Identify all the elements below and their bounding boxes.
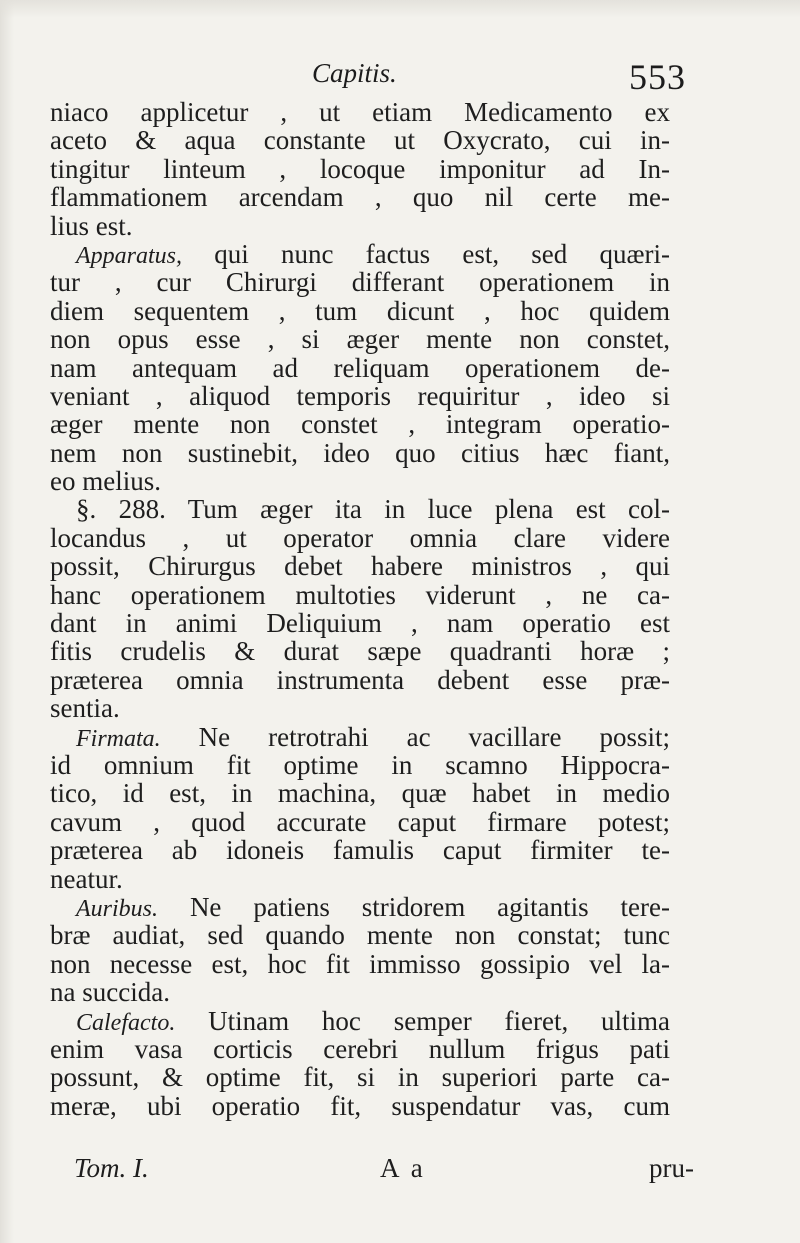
text-line: hanc operationem multoties viderunt , ne ca- xyxy=(50,579,670,610)
text-run: qui nunc factus est, sed quæri- xyxy=(214,238,670,269)
text-line: na succida. xyxy=(50,977,170,1008)
text-line: lius est. xyxy=(50,210,133,241)
text-line: præterea omnia instrumenta debent esse præ- xyxy=(50,664,670,695)
text-line: aceto & aqua constante ut Oxycrato, cui in- xyxy=(50,125,670,156)
text-line: sentia. xyxy=(50,693,120,724)
paragraph-auribus xyxy=(50,893,670,1007)
text-line: possit, Chirurgus debet habere ministros , qui xyxy=(50,551,670,582)
text-run: Ne patiens stridorem agitantis tere- xyxy=(189,891,670,922)
text-line: tingitur linteum , locoque imponitur ad In- xyxy=(50,153,670,184)
text-line: fitis crudelis & durat sæpe quadranti horæ ; xyxy=(50,636,670,667)
text-line xyxy=(50,1007,670,1035)
text-line: enim vasa corticis cerebri nullum frigus pati xyxy=(50,1033,670,1064)
text-line: veniant , aliquod temporis requiritur , ideo si xyxy=(50,380,670,411)
text-line xyxy=(50,893,670,921)
text-line xyxy=(50,723,670,751)
paragraph-firmata xyxy=(50,723,670,893)
text-line: dant in animi Deliquium , nam operatio est xyxy=(50,608,670,639)
text-line: eo melius. xyxy=(50,466,161,497)
page-footer xyxy=(60,1153,694,1189)
text-line: niaco applicetur , ut etiam Medicamento ex xyxy=(50,97,670,127)
text-line: meræ, ubi operatio fit, suspendatur vas, cum xyxy=(50,1090,670,1121)
paragraph-apparatus xyxy=(50,240,670,496)
text-line: cavum , quod accurate caput firmare potest; xyxy=(50,806,670,837)
text-line xyxy=(50,495,670,523)
text-line: locandus , ut operator omnia clare videre xyxy=(50,522,670,553)
text-line: tur , cur Chirurgi differant operationem in xyxy=(50,267,670,298)
text-line: non opus esse , si æger mente non constet, xyxy=(50,324,670,355)
paragraph-continuation xyxy=(50,98,670,240)
paragraph-section-288 xyxy=(50,495,670,722)
body-text xyxy=(50,98,670,1120)
catchword: pru- xyxy=(649,1153,694,1183)
text-line: neatur. xyxy=(50,863,123,894)
text-line xyxy=(50,240,670,268)
side-heading: Auribus. xyxy=(76,895,159,922)
text-line: tico, id est, in machina, quæ habet in medio xyxy=(50,778,670,809)
side-heading: Firmata. xyxy=(76,725,161,752)
text-line: æger mente non constet , integram operatio- xyxy=(50,409,670,440)
text-line: nam antequam ad reliquam operationem de- xyxy=(50,352,670,383)
text-line: diem sequentem , tum dicunt , hoc quidem xyxy=(50,295,670,326)
paragraph-calefacto xyxy=(50,1007,670,1121)
text-line: non necesse est, hoc fit immisso gossipio vel la- xyxy=(50,948,670,979)
side-heading: Calefacto. xyxy=(76,1009,176,1036)
text-line: id omnium fit optime in scamno Hippocra- xyxy=(50,749,670,780)
scan-gutter-shadow xyxy=(0,0,14,1243)
text-run: Utinam hoc semper fieret, ultima xyxy=(208,1005,670,1036)
text-line: bræ audiat, sed quando mente non constat; tunc xyxy=(50,920,670,951)
side-heading: Apparatus, xyxy=(76,242,183,269)
text-line: præterea ab idoneis famulis caput firmiter te- xyxy=(50,835,670,866)
running-head: Capitis. xyxy=(312,58,397,88)
volume-mark: Tom. I. xyxy=(74,1153,149,1183)
page-number: 553 xyxy=(629,57,686,97)
text-run: Ne retrotrahi ac vacillare possit; xyxy=(198,721,670,752)
text-line: possunt, & optime fit, si in superiori parte ca- xyxy=(50,1062,670,1093)
text-line: flammationem arcendam , quo nil certe me- xyxy=(50,182,670,213)
text-run: Tum æger ita in luce plena est col- xyxy=(187,494,670,525)
text-line: nem non sustinebit, ideo quo citius hæc fiant, xyxy=(50,437,670,468)
scan-edge-shadow xyxy=(0,0,800,18)
signature-mark: A a xyxy=(380,1153,426,1183)
section-number: §. 288. xyxy=(76,494,166,525)
page-header xyxy=(72,52,684,98)
